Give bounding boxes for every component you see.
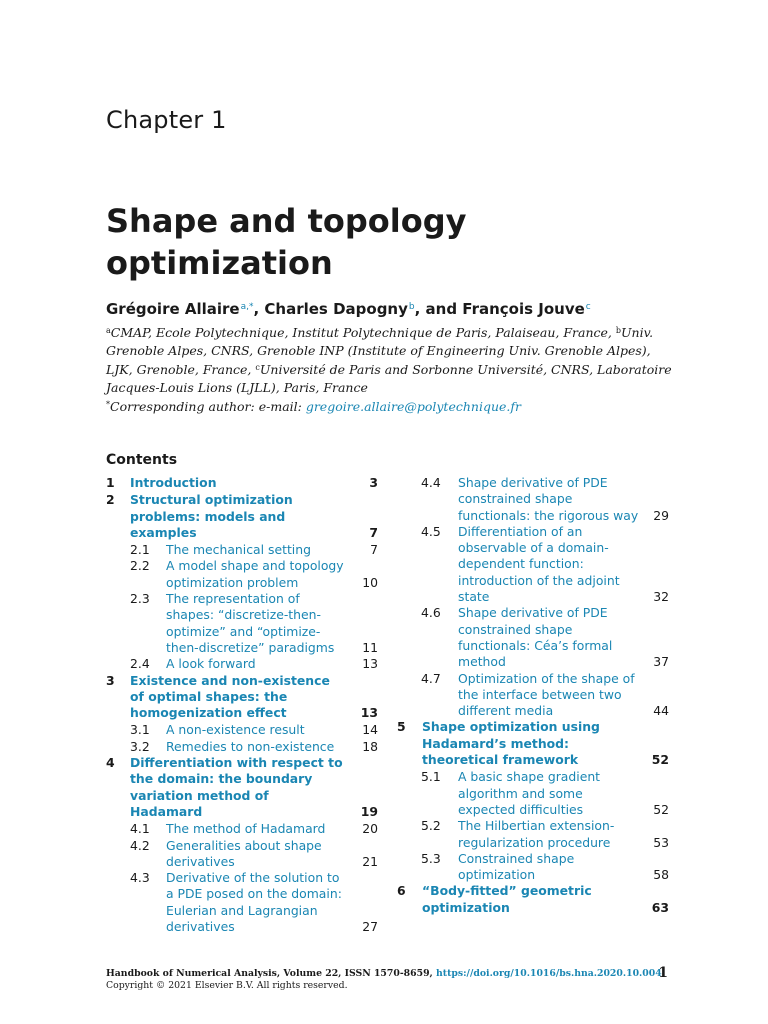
toc-entry-number: 2.3 bbox=[130, 591, 150, 607]
toc-entry-page: 19 bbox=[360, 803, 378, 819]
toc-entry-link[interactable]: Shape derivative of PDE constrained shape functionals: the rigorous way bbox=[458, 475, 639, 523]
chapter-label: Chapter 1 bbox=[106, 106, 227, 134]
toc-entry-page: 18 bbox=[362, 738, 378, 754]
toc-entry-number: 3 bbox=[106, 672, 115, 688]
chapter-title: Shape and topology optimization bbox=[106, 202, 467, 282]
toc-entry-link[interactable]: The Hilbertian extension-regularization procedure bbox=[458, 818, 615, 850]
author-affiliation-mark[interactable]: b bbox=[408, 302, 415, 312]
toc-entry[interactable] bbox=[106, 558, 378, 591]
toc-entry[interactable] bbox=[397, 851, 669, 884]
toc-entry-page: 3 bbox=[369, 475, 378, 490]
toc-entry-link[interactable]: Differentiation of an observable of a domain-dependent function: introduction of the adjoint state bbox=[458, 523, 620, 605]
toc-entry-link[interactable]: The representation of shapes: “discretize-then-optimize” and “optimize-then-discretize” paradigms bbox=[166, 591, 335, 655]
toc-entry-link[interactable]: Optimization of the shape of the interface between two different media bbox=[458, 670, 635, 719]
toc-entry[interactable] bbox=[106, 673, 378, 722]
affiliation-label: a bbox=[106, 326, 111, 335]
toc-entry[interactable] bbox=[106, 870, 378, 935]
toc-entry-page: 58 bbox=[653, 867, 669, 883]
toc-entry[interactable] bbox=[397, 475, 669, 524]
toc-entry-link[interactable]: The mechanical setting bbox=[166, 542, 311, 558]
toc-entry-page: 52 bbox=[653, 801, 669, 817]
toc-entry-number: 4.2 bbox=[130, 837, 150, 853]
author-name: Grégoire Allaire bbox=[106, 300, 240, 318]
toc-entry-page: 13 bbox=[360, 705, 378, 721]
toc-entry-page: 32 bbox=[653, 589, 669, 605]
toc-entry-page: 11 bbox=[362, 639, 378, 655]
toc-entry-page: 37 bbox=[653, 654, 669, 670]
toc-entry-number: 4.4 bbox=[421, 475, 441, 490]
toc-entry-page: 52 bbox=[651, 752, 669, 768]
author-separator: , bbox=[253, 300, 265, 318]
journal-citation: Handbook of Numerical Analysis, Volume 22, ISSN 1570-8659, bbox=[106, 968, 437, 979]
toc-entry-page: 29 bbox=[653, 507, 669, 523]
toc-entry-link[interactable]: Differentiation with respect to the domain: the boundary variation method of Hadamard bbox=[130, 755, 343, 819]
toc-entry-page: 63 bbox=[651, 899, 669, 915]
toc-entry-page: 20 bbox=[362, 821, 378, 837]
toc-entry-link[interactable]: Generalities about shape derivatives bbox=[166, 837, 322, 869]
toc-entry-link[interactable]: A non-existence result bbox=[166, 722, 305, 738]
toc-entry-number: 3.1 bbox=[130, 722, 150, 738]
page-number: 1 bbox=[658, 965, 668, 981]
toc-entry-link[interactable]: “Body-fitted” geometric optimization bbox=[422, 883, 592, 915]
toc-entry-link[interactable]: Shape derivative of PDE constrained shape functionals: Céa’s formal method bbox=[458, 605, 613, 670]
toc-entry-link[interactable]: Constrained shape optimization bbox=[458, 850, 575, 883]
email-link[interactable]: gregoire.allaire@polytechnique.fr bbox=[305, 399, 521, 414]
page-footer bbox=[106, 968, 668, 992]
doi-link[interactable]: https://doi.org/10.1016/bs.hna.2020.10.004 bbox=[436, 968, 662, 979]
affiliation-text: Université de Paris and Sorbonne Université, CNRS, Laboratoire Jacques-Louis Lions (LJLL), Paris, France bbox=[106, 362, 672, 395]
toc-entry-number: 2.1 bbox=[130, 542, 150, 558]
affiliation-label: c bbox=[255, 363, 260, 372]
toc-entry-number: 1 bbox=[106, 475, 115, 490]
author-name: Charles Dapogny bbox=[264, 300, 408, 318]
toc-entry-link[interactable]: A basic shape gradient algorithm and some expected difficulties bbox=[458, 769, 601, 817]
toc-entry-link[interactable]: Introduction bbox=[130, 475, 217, 490]
toc-entry-number: 5.1 bbox=[421, 769, 441, 785]
toc-entry-page: 10 bbox=[362, 574, 378, 590]
toc-column-right bbox=[397, 475, 669, 917]
toc-entry[interactable] bbox=[397, 818, 669, 851]
toc-entry-page: 14 bbox=[362, 722, 378, 738]
toc-entry-link[interactable]: Structural optimization problems: models and examples bbox=[130, 492, 293, 540]
toc-entry-number: 5.2 bbox=[421, 818, 441, 834]
toc-entry[interactable] bbox=[106, 838, 378, 871]
toc-entry[interactable] bbox=[106, 656, 378, 672]
toc-entry-number: 2.2 bbox=[130, 558, 150, 574]
toc-entry[interactable] bbox=[106, 722, 378, 738]
toc-entry-link[interactable]: Remedies to non-existence bbox=[166, 738, 335, 754]
toc-entry-link[interactable]: Shape optimization using Hadamard’s method: theoretical framework bbox=[422, 719, 600, 768]
toc-entry[interactable] bbox=[106, 739, 378, 755]
toc-entry-number: 4.3 bbox=[130, 870, 150, 886]
toc-entry-link[interactable]: Derivative of the solution to a PDE posed on the domain: Eulerian and Lagrangian derivatives bbox=[166, 870, 342, 935]
toc-entry-page: 7 bbox=[369, 524, 378, 540]
toc-entry[interactable] bbox=[397, 719, 669, 768]
toc-entry-link[interactable]: A model shape and topology optimization problem bbox=[166, 558, 344, 590]
contents-heading: Contents bbox=[106, 452, 178, 468]
toc-entry-link[interactable]: The method of Hadamard bbox=[166, 821, 326, 837]
toc-entry-number: 3.2 bbox=[130, 738, 150, 754]
corresponding-text: Corresponding author: e-mail: bbox=[110, 399, 306, 414]
toc-entry-number: 4.1 bbox=[130, 821, 150, 837]
toc-entry-number: 6 bbox=[397, 883, 406, 899]
toc-entry[interactable] bbox=[106, 492, 378, 541]
toc-entry-number: 4.7 bbox=[421, 670, 441, 686]
toc-entry-number: 4.6 bbox=[421, 605, 441, 621]
toc-entry[interactable] bbox=[397, 524, 669, 605]
author-affiliation-mark[interactable]: a,* bbox=[240, 302, 254, 312]
toc-entry[interactable] bbox=[397, 671, 669, 720]
toc-entry[interactable] bbox=[106, 542, 378, 558]
toc-column-left bbox=[106, 475, 378, 935]
author-affiliation-mark[interactable]: c bbox=[585, 302, 591, 312]
toc-entry-page: 53 bbox=[653, 834, 669, 850]
toc-entry-page: 21 bbox=[362, 853, 378, 869]
author-name: François Jouve bbox=[462, 300, 585, 318]
toc-entry-page: 44 bbox=[653, 703, 669, 719]
affiliation-text: CMAP, Ecole Polytechnique, Institut Polytechnique de Paris, Palaiseau, France, bbox=[110, 325, 616, 340]
affiliation-text: Univ. Grenoble Alpes, CNRS, Grenoble INP (Institute of Engineering Univ. Grenoble Alpes), LJK, Grenoble, France, bbox=[106, 325, 654, 377]
affiliation-label: b bbox=[615, 326, 621, 335]
toc-entry-number: 4 bbox=[106, 755, 115, 771]
toc-entry-number: 4.5 bbox=[421, 523, 441, 539]
toc-entry-page: 27 bbox=[362, 919, 378, 935]
toc-entry[interactable] bbox=[397, 769, 669, 818]
toc-entry-page: 7 bbox=[370, 542, 378, 558]
toc-entry-page: 13 bbox=[362, 656, 378, 672]
toc-entry-number: 5 bbox=[397, 719, 406, 735]
toc-entry[interactable] bbox=[106, 755, 378, 820]
toc-entry-number: 2.4 bbox=[130, 656, 150, 672]
affiliations bbox=[106, 322, 676, 416]
toc-entry[interactable] bbox=[106, 591, 378, 656]
author-line bbox=[106, 300, 706, 318]
toc-entry-number: 2 bbox=[106, 492, 115, 508]
toc-entry[interactable] bbox=[106, 821, 378, 837]
toc-entry[interactable] bbox=[397, 883, 669, 916]
toc-entry[interactable] bbox=[106, 475, 378, 491]
corresponding-mark: * bbox=[106, 400, 110, 409]
copyright: Copyright © 2021 Elsevier B.V. All rights reserved. bbox=[106, 980, 348, 991]
toc-entry-link[interactable]: Existence and non-existence of optimal shapes: the homogenization effect bbox=[130, 672, 330, 721]
toc-entry-number: 5.3 bbox=[421, 850, 441, 866]
toc-entry[interactable] bbox=[397, 605, 669, 670]
author-separator: , and bbox=[414, 300, 463, 318]
toc-entry-link[interactable]: A look forward bbox=[166, 656, 256, 672]
